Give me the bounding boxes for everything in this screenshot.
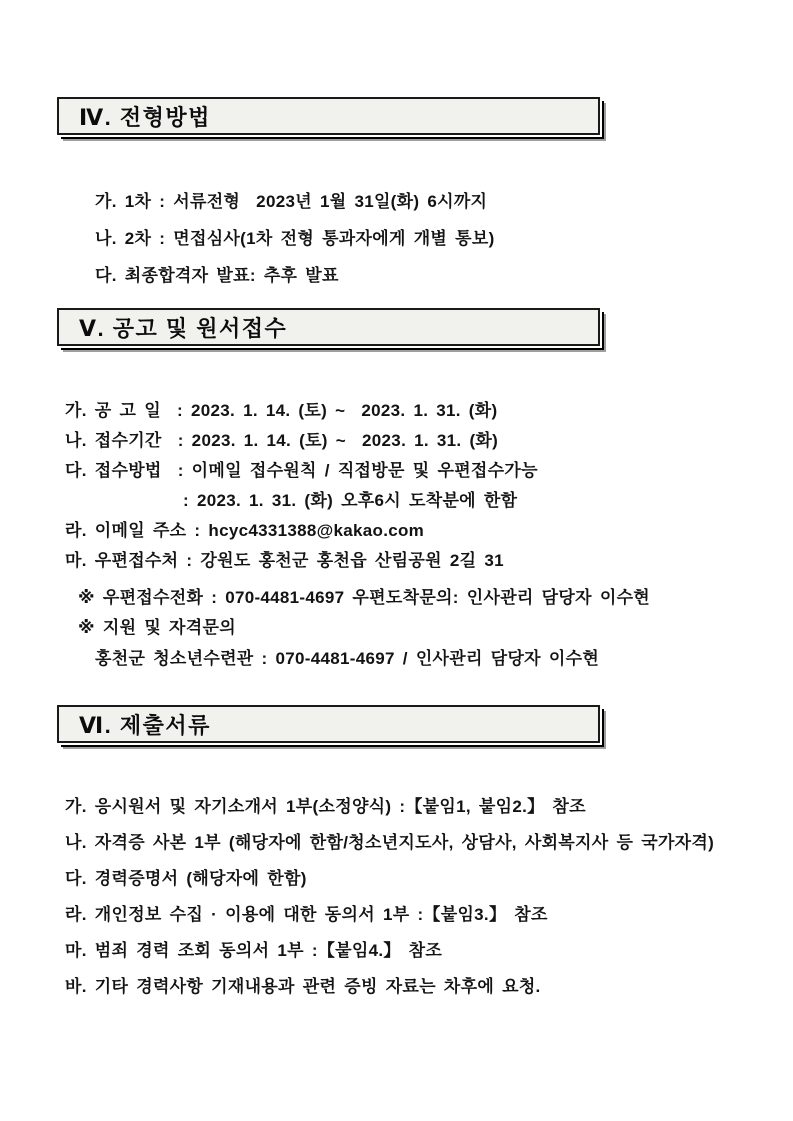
text-line: 나. 자격증 사본 1부 (해당자에 한함/청소년지도사, 상담사, 사회복지사 등 국가자격) <box>65 833 715 852</box>
text-line-note: ※ 지원 및 자격문의 <box>78 618 236 637</box>
text-line-note: ※ 우편접수전화 : 070-4481-4697 우편도착문의: 인사관리 담당자 이수현 <box>78 588 651 607</box>
heading-box-selection-method <box>57 97 600 135</box>
text-line: 가. 1차 : 서류전형 2023년 1월 31일(화) 6시까지 <box>95 192 488 211</box>
section-heading-label: Ⅵ. 제출서류 <box>79 712 211 738</box>
section-body-selection-method <box>0 183 793 294</box>
section-announcement-application <box>0 308 793 675</box>
text-line: 다. 최종합격자 발표: 추후 발표 <box>95 266 339 285</box>
heading-box-announcement-application <box>57 308 600 346</box>
text-line: 나. 접수기간 : 2023. 1. 14. (토) ~ 2023. 1. 31. (화) <box>65 431 499 450</box>
text-line: 라. 개인정보 수집 · 이용에 대한 동의서 1부 :【붙임3.】 참조 <box>65 905 548 924</box>
text-line-postal-address: 마. 우편접수처 : 강원도 홍천군 홍천읍 산림공원 2길 31 <box>65 551 504 570</box>
heading-box-submission-documents <box>57 705 600 743</box>
text-line: 나. 2차 : 면접심사(1차 전형 통과자에게 개별 통보) <box>95 229 495 248</box>
text-line-contact: 홍천군 청소년수련관 : 070-4481-4697 / 인사관리 담당자 이수현 <box>95 649 600 668</box>
text-line: 가. 응시원서 및 자기소개서 1부(소정양식) :【붙임1, 붙임2.】 참조 <box>65 797 586 816</box>
text-line: 다. 경력증명서 (해당자에 한함) <box>65 869 307 888</box>
section-selection-method <box>0 97 793 294</box>
section-body-submission-documents <box>0 789 793 1005</box>
text-line: 가. 공 고 일 : 2023. 1. 14. (토) ~ 2023. 1. 31. (화) <box>65 401 498 420</box>
text-line: 마. 범죄 경력 조회 동의서 1부 :【붙임4.】 참조 <box>65 941 443 960</box>
text-line-email-address: 라. 이메일 주소 : hcyc4331388@kakao.com <box>65 521 425 540</box>
section-submission-documents <box>0 705 793 1005</box>
section-heading-label: Ⅴ. 공고 및 원서접수 <box>79 315 288 341</box>
text-line-continuation: : 2023. 1. 31. (화) 오후6시 도착분에 한함 <box>183 491 518 510</box>
section-body-announcement-application <box>0 396 793 675</box>
text-line: 바. 기타 경력사항 기재내용과 관련 증빙 자료는 차후에 요청. <box>65 977 541 996</box>
section-heading-label: Ⅳ. 전형방법 <box>79 104 211 130</box>
text-line: 다. 접수방법 : 이메일 접수원칙 / 직접방문 및 우편접수가능 <box>65 461 538 480</box>
